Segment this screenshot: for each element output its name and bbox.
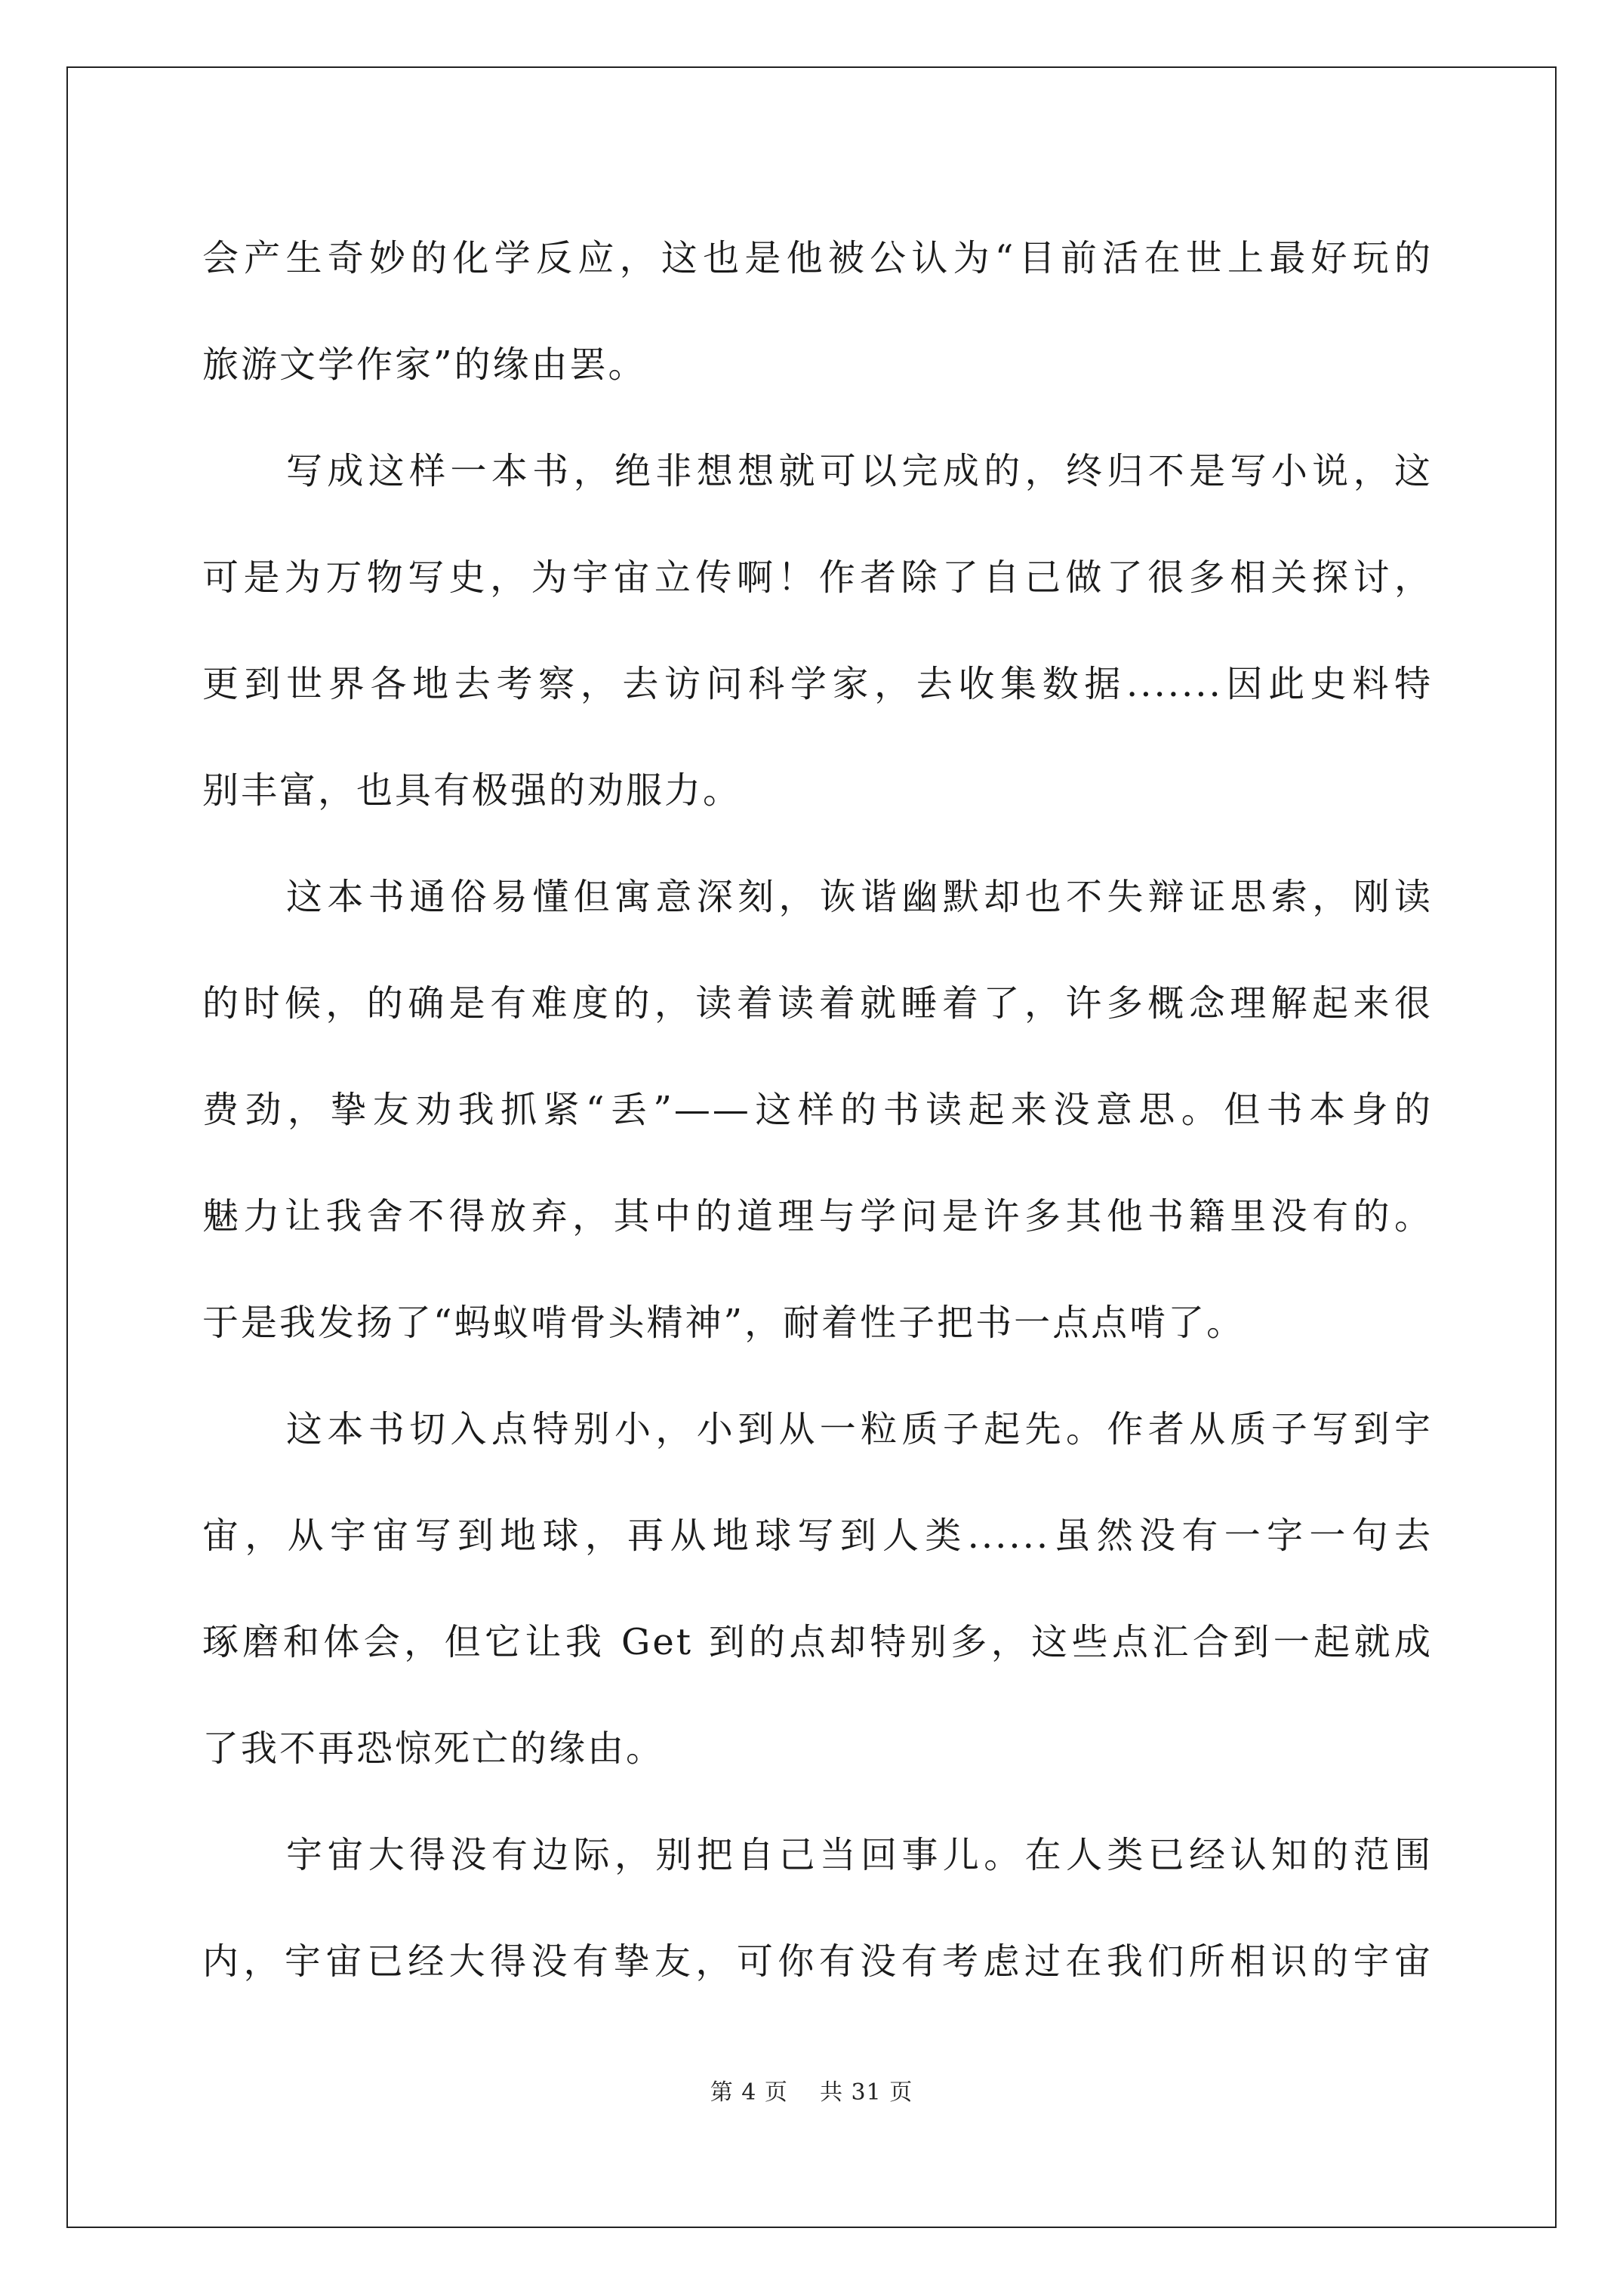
text-line: 内，宇宙已经大得没有挚友，可你有没有考虑过在我们所相识的宇宙 bbox=[202, 1940, 1433, 1983]
text-line: 琢磨和体会，但它让我 Get 到的点却特别多，这些点汇合到一起就成 bbox=[202, 1621, 1433, 1663]
text-line: 旅游文学作家”的缘由罢。 bbox=[202, 344, 647, 386]
text-line: 宇宙大得没有边际，别把自己当回事儿。在人类已经认知的范围 bbox=[286, 1834, 1433, 1876]
text-line: 这本书切入点特别小，小到从一粒质子起先。作者从质子写到宇 bbox=[286, 1408, 1433, 1450]
text-line: 可是为万物写史，为宇宙立传啊！作者除了自己做了很多相关探讨， bbox=[202, 556, 1433, 599]
page-number-label: 第 4 页 共 31 页 bbox=[710, 2079, 913, 2106]
text-line: 更到世界各地去考察，去访问科学家，去收集数据.......因此史料特 bbox=[202, 663, 1433, 705]
text-line: 这本书通俗易懂但寓意深刻，诙谐幽默却也不失辩证思索，刚读 bbox=[286, 876, 1433, 918]
page-number bbox=[0, 2073, 1623, 2106]
text-line: 了我不再恐惊死亡的缘由。 bbox=[202, 1727, 665, 1770]
text-line: 写成这样一本书，绝非想想就可以完成的，终归不是写小说，这 bbox=[286, 450, 1433, 492]
document-body bbox=[202, 205, 1433, 2015]
text-line: 宙，从宇宙写到地球，再从地球写到人类......虽然没有一字一句去 bbox=[202, 1515, 1433, 1557]
text-line: 于是我发扬了“蚂蚁啃骨头精神”，耐着性子把书一点点啃了。 bbox=[202, 1302, 1246, 1344]
text-line: 别丰富，也具有极强的劝服力。 bbox=[202, 769, 742, 812]
text-line: 费劲，挚友劝我抓紧“丢”——这样的书读起来没意思。但书本身的 bbox=[202, 1089, 1433, 1131]
text-line: 会产生奇妙的化学反应，这也是他被公认为“目前活在世上最好玩的 bbox=[202, 237, 1433, 279]
text-line: 的时候，的确是有难度的，读着读着就睡着了，许多概念理解起来很 bbox=[202, 982, 1433, 1025]
text-line: 魅力让我舍不得放弃，其中的道理与学问是许多其他书籍里没有的。 bbox=[202, 1195, 1433, 1237]
